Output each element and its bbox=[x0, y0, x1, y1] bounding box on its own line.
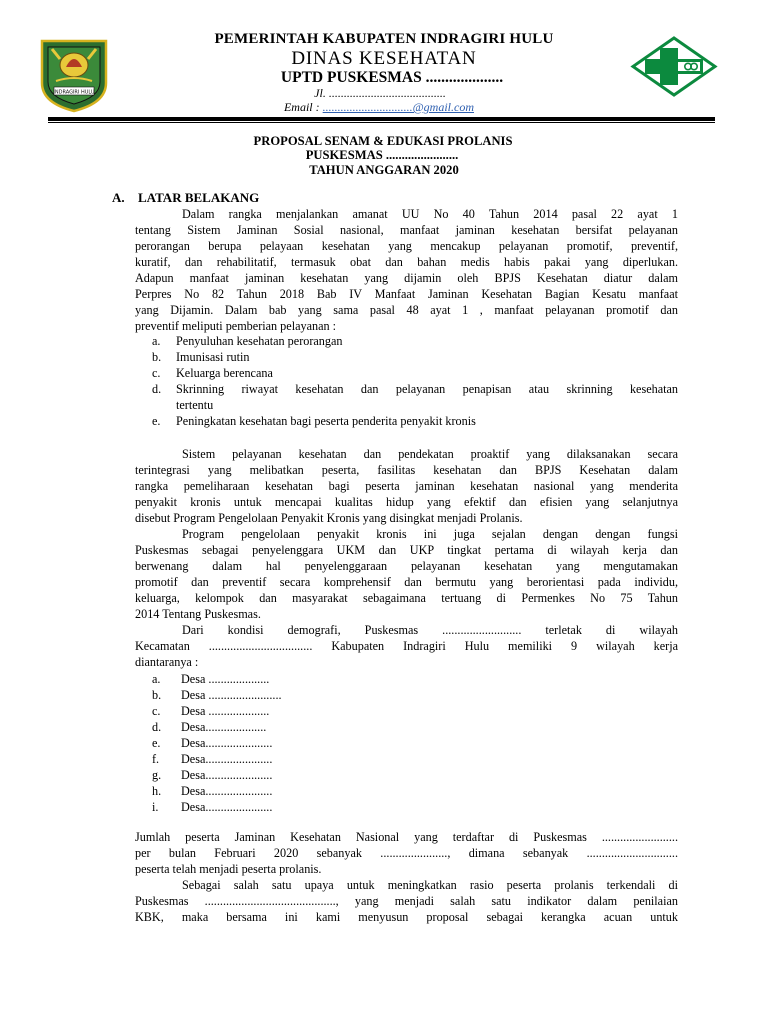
paragraph-line: kuratif, dan rehabilitatif, termasuk obat dan bahan medis habis pakai yang diperlukan. bbox=[135, 255, 678, 269]
village-item bbox=[152, 752, 272, 767]
paragraph-line: per bulan Februari 2020 sebanyak ......................, dimana sebanyak .............................. bbox=[135, 846, 678, 860]
paragraph-line: Dalam rangka menjalankan amanat UU No 40 Tahun 2014 pasal 22 ayat 1 bbox=[182, 207, 678, 221]
paragraph-line: rangka pemeliharaan kesehatan bagi peserta jaminan kesehatan nasional yang menderita bbox=[135, 479, 678, 493]
village-item bbox=[152, 720, 266, 735]
list-text: Penyuluhan kesehatan perorangan bbox=[176, 334, 343, 348]
village-name: Desa .................... bbox=[181, 672, 270, 686]
village-name: Desa...................... bbox=[181, 768, 273, 782]
header-email bbox=[0, 100, 763, 115]
list-marker: e. bbox=[152, 736, 161, 750]
list-item bbox=[152, 366, 273, 381]
section-marker: A. bbox=[112, 190, 125, 205]
header-agency-line: DINAS KESEHATAN bbox=[291, 48, 477, 69]
paragraph-line: yang Dijamin. Dalam bab yang sama pasal 48 ayat 1 , manfaat pelayanan promotif dan bbox=[135, 303, 678, 317]
list-marker: a. bbox=[152, 672, 161, 686]
list-marker: d. bbox=[152, 720, 162, 734]
list-marker: c. bbox=[152, 366, 161, 380]
email-label: Email : bbox=[283, 100, 323, 114]
village-name: Desa.................... bbox=[181, 720, 267, 734]
header-government-line: PEMERINTAH KABUPATEN INDRAGIRI HULU bbox=[214, 31, 554, 47]
paragraph-line: promotif dan preventif secara komprehensif dan bermutu yang berorientasi pada individu, bbox=[135, 575, 678, 589]
paragraph-line: Adapun manfaat jaminan kesehatan yang dijamin oleh BPJS Kesehatan diatur dalam bbox=[135, 271, 678, 285]
list-marker: h. bbox=[152, 784, 162, 798]
list-marker: e. bbox=[152, 414, 161, 428]
list-marker: b. bbox=[152, 688, 162, 702]
paragraph-line: Sistem pelayanan kesehatan dan pendekatan proaktif yang dilaksanakan secara bbox=[182, 447, 678, 461]
paragraph-line: KBK, maka bersama ini kami menyusun proposal sebagai kerangka acuan untuk bbox=[135, 910, 678, 924]
paragraph-line: terintegrasi yang melibatkan peserta, fasilitas kesehatan dan BPJS Kesehatan dalam bbox=[135, 463, 678, 477]
emblem-banner-text: INDRAGIRI HULU bbox=[53, 89, 95, 96]
paragraph-line: keluarga, kelompok dan masyarakat sebagaimana tertuang di Permenkes No 75 Tahun bbox=[135, 591, 678, 605]
village-item bbox=[152, 736, 272, 751]
paragraph-line: Puskesmas ..........................................., yang menjadi salah satu indikator dalam penilaian bbox=[135, 894, 678, 908]
village-name: Desa...................... bbox=[181, 736, 273, 750]
paragraph-line: disebut Program Pengelolaan Penyakit Kronis yang disingkat menjadi Prolanis. bbox=[135, 511, 523, 525]
header-unit-line: UPTD PUSKESMAS .................... bbox=[280, 69, 504, 86]
paragraph-line: Sebagai salah satu upaya untuk meningkatkan rasio peserta prolanis terkendali di bbox=[182, 878, 678, 892]
paragraph-line: Perpres No 82 Tahun 2018 Bab IV Manfaat Jaminan Kesehatan Bagian Kesatu manfaat bbox=[135, 287, 678, 301]
list-marker: c. bbox=[152, 704, 161, 718]
village-name: Desa ........................ bbox=[181, 688, 282, 702]
header-divider-thick bbox=[48, 117, 715, 121]
health-cross-logo bbox=[630, 35, 718, 98]
list-marker: d. bbox=[152, 382, 162, 396]
header-address: Jl. ....................................... bbox=[314, 86, 446, 100]
list-marker: f. bbox=[152, 752, 160, 766]
list-item bbox=[152, 382, 678, 397]
proposal-subtitle: PUSKESMAS ....................... bbox=[305, 148, 459, 162]
list-text: Keluarga berencana bbox=[176, 366, 273, 380]
village-item bbox=[152, 704, 269, 719]
list-text: Skrinning riwayat kesehatan dan pelayanan penapisan atau skrinning kesehatan bbox=[176, 382, 678, 396]
village-item bbox=[152, 688, 282, 703]
village-item bbox=[152, 672, 269, 687]
paragraph-line: Jumlah peserta Jaminan Kesehatan Nasional yang terdaftar di Puskesmas ......................... bbox=[135, 830, 678, 844]
list-text-continuation: tertentu bbox=[176, 398, 214, 412]
paragraph-line: perorangan berupa pelayaan kesehatan yang mencakup pelayanan promotif, preventif, bbox=[135, 239, 678, 253]
list-item bbox=[152, 414, 476, 429]
village-item bbox=[152, 800, 272, 815]
village-name: Desa...................... bbox=[181, 752, 273, 766]
village-item bbox=[152, 784, 272, 799]
paragraph-line: Puskesmas sebagai penyelenggara UKM dan UKP tingkat pertama di wilayah kerja dan bbox=[135, 543, 678, 557]
paragraph-line: Program pengelolaan penyakit kronis ini juga sejalan dengan dengan fungsi bbox=[182, 527, 678, 541]
list-item bbox=[152, 350, 249, 365]
section-heading bbox=[112, 190, 259, 206]
list-marker: b. bbox=[152, 350, 162, 364]
paragraph-line: Dari kondisi demografi, Puskesmas .......................... terletak di wilayah bbox=[182, 623, 678, 637]
header-divider-thin bbox=[48, 122, 715, 123]
list-marker: i. bbox=[152, 800, 159, 814]
village-name: Desa .................... bbox=[181, 704, 270, 718]
list-marker: g. bbox=[152, 768, 162, 782]
list-marker: a. bbox=[152, 334, 161, 348]
section-title: LATAR BELAKANG bbox=[138, 190, 260, 205]
paragraph-line: tentang Sistem Jaminan Sosial nasional, manfaat jaminan kesehatan bersifat pelayanan bbox=[135, 223, 678, 237]
paragraph-line: peserta telah menjadi peserta prolanis. bbox=[135, 862, 322, 876]
list-text: Imunisasi rutin bbox=[176, 350, 250, 364]
proposal-title: PROPOSAL SENAM & EDUKASI PROLANIS bbox=[253, 134, 513, 148]
paragraph-line: diantaranya : bbox=[135, 655, 199, 669]
email-link[interactable]: ..............................@gmail.com bbox=[322, 100, 475, 114]
paragraph-line: 2014 Tentang Puskesmas. bbox=[135, 607, 261, 621]
village-name: Desa...................... bbox=[181, 800, 273, 814]
proposal-year: TAHUN ANGGARAN 2020 bbox=[309, 163, 459, 177]
village-name: Desa...................... bbox=[181, 784, 273, 798]
list-item bbox=[152, 334, 343, 349]
paragraph-line: penyakit kronis untuk mencapai kualitas hidup yang efektif dan efisien yang selanjutnya bbox=[135, 495, 678, 509]
paragraph-line: berwenang dalam hal penyelenggaraan pelayanan kesehatan yang mengutamakan bbox=[135, 559, 678, 573]
paragraph-line: preventif meliputi pemberian pelayanan : bbox=[135, 319, 337, 333]
village-item bbox=[152, 768, 272, 783]
list-text: Peningkatan kesehatan bagi peserta penderita penyakit kronis bbox=[176, 414, 476, 428]
paragraph-line: Kecamatan .................................. Kabupaten Indragiri Hulu memiliki 9 wilayah kerja bbox=[135, 639, 678, 653]
